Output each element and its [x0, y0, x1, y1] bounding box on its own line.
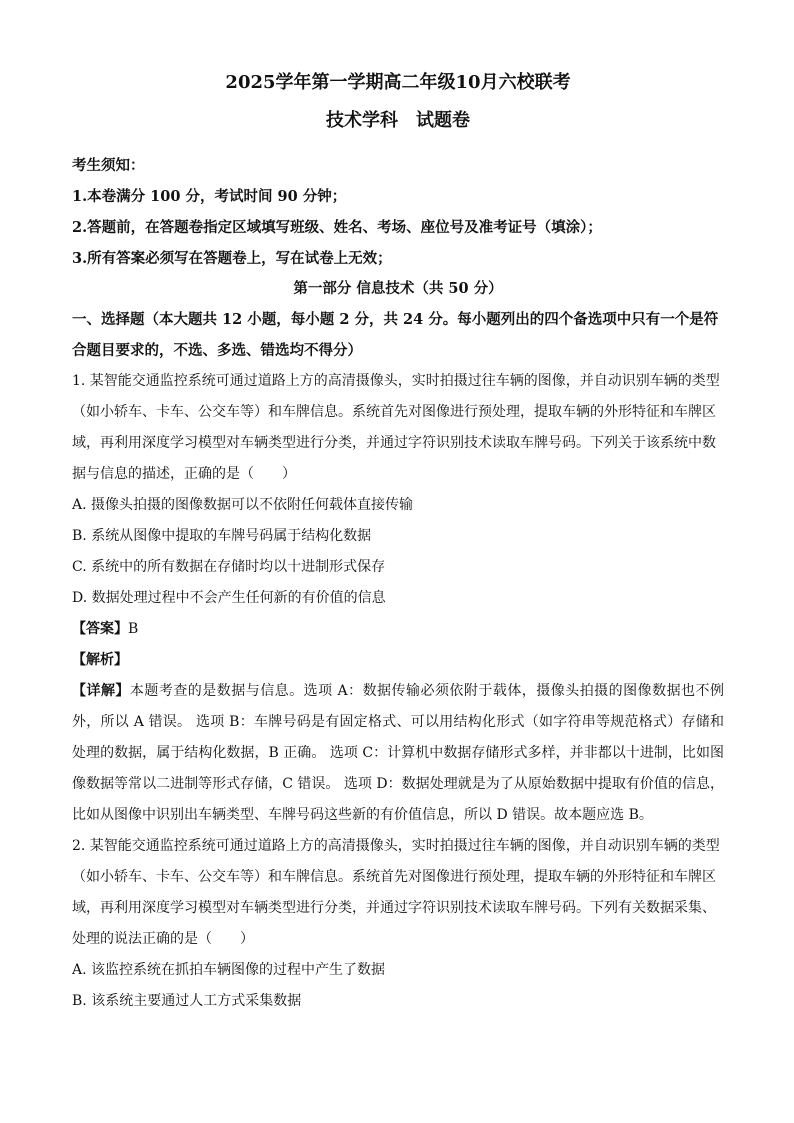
notice-item: 1.本卷满分 100 分，考试时间 90 分钟； — [72, 188, 347, 205]
option-a: A. 摄像头拍摄的图像数据可以不依附任何载体直接传输 — [72, 497, 414, 513]
page-subtitle: 技术学科 试题卷 — [326, 110, 470, 131]
notice-heading: 考生须知： — [72, 157, 145, 174]
option-a: A. 该监控系统在抓拍车辆图像的过程中产生了数据 — [72, 962, 386, 978]
part-title: 第一部分 信息技术（共 50 分） — [293, 280, 503, 297]
detail-paragraph — [72, 676, 724, 831]
option-c: C. 系统中的所有数据在存储时均以十进制形式保存 — [72, 559, 386, 575]
question-1 — [72, 366, 724, 831]
answer-value: B — [128, 621, 139, 637]
option-d: D. 数据处理过程中不会产生任何新的有价值的信息 — [72, 590, 386, 606]
candidate-notice — [72, 150, 724, 274]
question-2 — [72, 831, 724, 1017]
question-stem: 2. 某智能交通监控系统可通过道路上方的高清摄像头，实时拍摄过往车辆的图像，并自动识别车辆的类型（如小轿车、卡车、公交车等）和车牌信息。系统首先对图像进行预处理，提取车辆的外形特征和车牌区域，再利用深度学习模型对车辆类型进行分类，并通过字符识别技术读取车牌号码。下列有关数据采集、处理的说法正确的是（ ） — [72, 838, 720, 947]
analysis-line — [72, 645, 724, 676]
notice-item: 2.答题前，在答题卷指定区域填写班级、姓名、考场、座位号及准考证号（填涂）； — [72, 219, 602, 236]
option-b: B. 系统从图像中提取的车牌号码属于结构化数据 — [72, 528, 372, 544]
page-title: 2025学年第一学期高二年级10月六校联考 — [225, 72, 571, 93]
answer-label: 【答案】 — [72, 621, 128, 637]
option-b: B. 该系统主要通过人工方式采集数据 — [72, 993, 302, 1009]
question-stem: 1. 某智能交通监控系统可通过道路上方的高清摄像头，实时拍摄过往车辆的图像，并自动识别车辆的类型（如小轿车、卡车、公交车等）和车牌信息。系统首先对图像进行预处理，提取车辆的外形特征和车牌区域，再利用深度学习模型对车辆类型进行分类，并通过字符识别技术读取车牌号码。下列关于该系统中数据与信息的描述，正确的是（ ） — [72, 373, 720, 482]
answer-line — [72, 614, 724, 645]
exam-page — [72, 68, 724, 1017]
notice-item: 3.所有答案必须写在答题卷上，写在试卷上无效； — [72, 250, 392, 267]
section-title: 一、选择题（本大题共 12 小题，每小题 2 分，共 24 分。每小题列出的四个备选项中只有一个是符合题目要求的，不选、多选、错选均不得分） — [72, 311, 719, 359]
analysis-label: 【解析】 — [72, 652, 128, 668]
detail-text: 本题考查的是数据与信息。选项 A：数据传输必须依附于载体，摄像头拍摄的图像数据也不例外，所以 A 错误。 选项 B：车牌号码是有固定格式、可以用结构化形式（如字符串等规范格式）存储和处理的数据，属于结构化数据，B 正确。 选项 C：计算机中数据存储形式多样，并非都以十进制，比如图像数据等常以二进制等形式存储，C 错误。 选项 D：数据处理就是为了从原始数据中提取有价值的信息，比如从图像中识别出车辆类型、车牌号码这些新的有价值信息，所以 D 错误。故本题应选 B。 — [72, 683, 724, 823]
detail-label: 【详解】 — [72, 683, 130, 699]
